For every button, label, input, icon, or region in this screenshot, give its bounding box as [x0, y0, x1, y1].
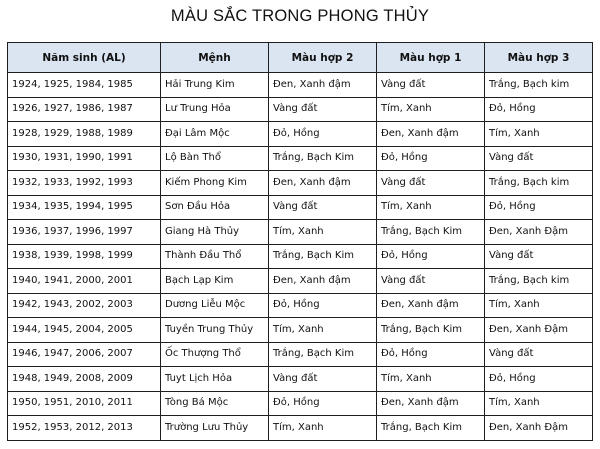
color-1-cell: Tím, Xanh [377, 97, 485, 122]
element-cell: Đại Lâm Mộc [161, 122, 269, 147]
color-3-cell: Tím, Xanh [485, 122, 593, 147]
page-title: MÀU SẮC TRONG PHONG THỦY [170, 7, 430, 25]
header-row [8, 43, 593, 73]
color-2-cell: Đỏ, Hồng [269, 122, 377, 147]
color-3-cell: Đen, Xanh Đậm [485, 318, 593, 343]
color-1-cell: Đỏ, Hồng [377, 244, 485, 269]
color-2-cell: Đen, Xanh đậm [269, 269, 377, 294]
color-1-cell: Vàng đất [377, 171, 485, 196]
birth-years-cell: 1952, 1953, 2012, 2013 [8, 416, 161, 441]
color-1-cell: Đen, Xanh đậm [377, 293, 485, 318]
element-cell: Lộ Bàn Thổ [161, 146, 269, 171]
color-3-cell: Vàng đất [485, 244, 593, 269]
color-1-cell: Đỏ, Hồng [377, 146, 485, 171]
birth-years-cell: 1944, 1945, 2004, 2005 [8, 318, 161, 343]
color-3-cell: Vàng đất [485, 342, 593, 367]
table-row [8, 171, 593, 196]
color-3-cell: Đen, Xanh Đậm [485, 416, 593, 441]
birth-years-cell: 1948, 1949, 2008, 2009 [8, 367, 161, 392]
color-3-cell: Đỏ, Hồng [485, 367, 593, 392]
color-1-cell: Tím, Xanh [377, 195, 485, 220]
color-3-cell: Trắng, Bạch kim [485, 171, 593, 196]
color-3-cell: Tím, Xanh [485, 391, 593, 416]
element-cell: Tuyền Trung Thủy [161, 318, 269, 343]
table-row [8, 195, 593, 220]
element-cell: Thành Đầu Thổ [161, 244, 269, 269]
color-2-cell: Tím, Xanh [269, 318, 377, 343]
color-2-cell: Đỏ, Hồng [269, 293, 377, 318]
color-2-cell: Tím, Xanh [269, 416, 377, 441]
header-compatible-color-1: Màu hợp 1 [377, 43, 485, 73]
color-1-cell: Tím, Xanh [377, 367, 485, 392]
element-cell: Dương Liễu Mộc [161, 293, 269, 318]
table-row [8, 269, 593, 294]
color-1-cell: Đen, Xanh đậm [377, 122, 485, 147]
birth-years-cell: 1940, 1941, 2000, 2001 [8, 269, 161, 294]
feng-shui-table-container [7, 42, 592, 441]
table-row [8, 97, 593, 122]
table-row [8, 73, 593, 98]
birth-years-cell: 1924, 1925, 1984, 1985 [8, 73, 161, 98]
element-cell: Tòng Bá Mộc [161, 391, 269, 416]
element-cell: Sơn Đầu Hỏa [161, 195, 269, 220]
table-row [8, 244, 593, 269]
color-1-cell: Trắng, Bạch Kim [377, 416, 485, 441]
color-2-cell: Vàng đất [269, 97, 377, 122]
birth-years-cell: 1930, 1931, 1990, 1991 [8, 146, 161, 171]
header-element: Mệnh [161, 43, 269, 73]
birth-years-cell: 1946, 1947, 2006, 2007 [8, 342, 161, 367]
birth-years-cell: 1938, 1939, 1998, 1999 [8, 244, 161, 269]
color-2-cell: Đen, Xanh đậm [269, 171, 377, 196]
color-2-cell: Vàng đất [269, 195, 377, 220]
table-row [8, 318, 593, 343]
header-compatible-color-3: Màu hợp 3 [485, 43, 593, 73]
table-row [8, 342, 593, 367]
table-row [8, 367, 593, 392]
birth-years-cell: 1928, 1929, 1988, 1989 [8, 122, 161, 147]
color-1-cell: Trắng, Bạch Kim [377, 220, 485, 245]
color-1-cell: Đỏ, Hồng [377, 342, 485, 367]
color-1-cell: Trắng, Bạch Kim [377, 318, 485, 343]
element-cell: Giang Hà Thủy [161, 220, 269, 245]
element-cell: Bạch Lạp Kim [161, 269, 269, 294]
color-3-cell: Trắng, Bạch kim [485, 73, 593, 98]
table-row [8, 146, 593, 171]
birth-years-cell: 1932, 1933, 1992, 1993 [8, 171, 161, 196]
color-2-cell: Trắng, Bạch Kim [269, 244, 377, 269]
feng-shui-color-table [7, 42, 593, 441]
color-2-cell: Đỏ, Hồng [269, 391, 377, 416]
table-row [8, 391, 593, 416]
color-3-cell: Vàng đất [485, 146, 593, 171]
element-cell: Kiếm Phong Kim [161, 171, 269, 196]
table-row [8, 220, 593, 245]
element-cell: Ốc Thượng Thổ [161, 342, 269, 367]
table-header [8, 43, 593, 73]
color-2-cell: Đen, Xanh đậm [269, 73, 377, 98]
table-body [8, 73, 593, 441]
element-cell: Trường Lưu Thủy [161, 416, 269, 441]
birth-years-cell: 1936, 1937, 1996, 1997 [8, 220, 161, 245]
color-3-cell: Đỏ, Hồng [485, 195, 593, 220]
color-2-cell: Trắng, Bạch Kim [269, 146, 377, 171]
birth-years-cell: 1926, 1927, 1986, 1987 [8, 97, 161, 122]
table-row [8, 416, 593, 441]
element-cell: Lư Trung Hỏa [161, 97, 269, 122]
header-compatible-color-2: Màu hợp 2 [269, 43, 377, 73]
header-birth-years: Năm sinh (AL) [8, 43, 161, 73]
color-2-cell: Trắng, Bạch Kim [269, 342, 377, 367]
color-3-cell: Tím, Xanh [485, 293, 593, 318]
color-2-cell: Vàng đất [269, 367, 377, 392]
color-1-cell: Đen, Xanh đậm [377, 391, 485, 416]
color-2-cell: Tím, Xanh [269, 220, 377, 245]
color-1-cell: Vàng đất [377, 73, 485, 98]
color-1-cell: Vàng đất [377, 269, 485, 294]
element-cell: Tuyt Lịch Hỏa [161, 367, 269, 392]
color-3-cell: Đen, Xanh Đậm [485, 220, 593, 245]
color-3-cell: Đỏ, Hồng [485, 97, 593, 122]
birth-years-cell: 1942, 1943, 2002, 2003 [8, 293, 161, 318]
table-row [8, 293, 593, 318]
element-cell: Hải Trung Kim [161, 73, 269, 98]
color-3-cell: Trắng, Bạch kim [485, 269, 593, 294]
birth-years-cell: 1950, 1951, 2010, 2011 [8, 391, 161, 416]
birth-years-cell: 1934, 1935, 1994, 1995 [8, 195, 161, 220]
table-row [8, 122, 593, 147]
